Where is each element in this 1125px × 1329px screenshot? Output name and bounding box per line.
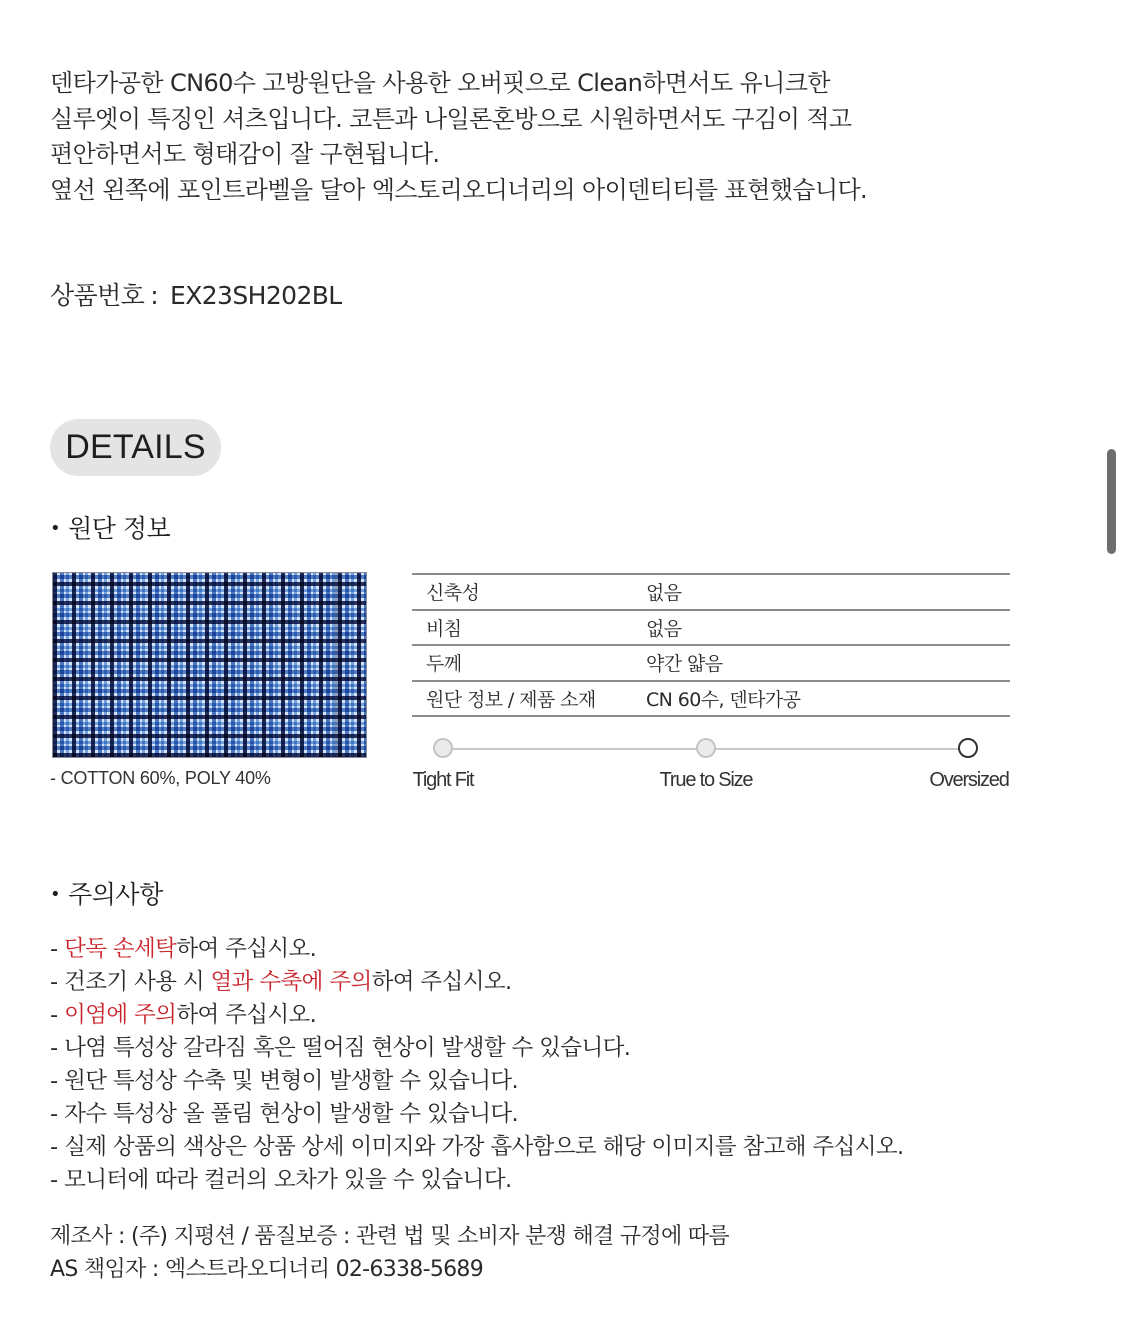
caution-item	[50, 1131, 904, 1164]
caution-item	[50, 1098, 904, 1131]
bullet-icon: •	[50, 518, 61, 539]
caution-item	[50, 933, 904, 966]
dash: -	[50, 1002, 65, 1028]
spec-row	[412, 644, 1010, 680]
product-description	[50, 66, 950, 208]
dash: -	[50, 1035, 65, 1061]
caution-text: 나염 특성상 갈라짐 혹은 떨어짐 현상이 발생할 수 있습니다.	[64, 1035, 631, 1061]
product-code-label: 상품번호	[50, 281, 145, 310]
dash: -	[50, 1134, 65, 1160]
caution-text: 하여 주십시오.	[176, 936, 317, 962]
caution-text: 모니터에 따라 컬러의 오차가 있을 수 있습니다.	[64, 1167, 512, 1193]
dash: -	[50, 1167, 65, 1193]
spec-key: 신축성	[426, 582, 480, 605]
dash: -	[50, 1101, 65, 1127]
caution-item	[50, 1032, 904, 1065]
dash: -	[50, 1068, 65, 1094]
spec-key: 비침	[426, 617, 462, 640]
fit-label-tight: Tight Fit	[412, 769, 474, 791]
caution-text: 원단 특성상 수축 및 변형이 발생할 수 있습니다.	[64, 1068, 519, 1094]
caution-highlight: 이염에 주의	[64, 1002, 177, 1028]
fit-dot-true-to-size-icon	[696, 738, 716, 758]
caution-text: 하여 주십시오.	[371, 969, 512, 995]
caution-text: 하여 주십시오.	[176, 1002, 317, 1028]
spec-value: CN 60수, 덴타가공	[646, 688, 801, 711]
fabric-spec-table	[412, 573, 1010, 717]
details-badge: DETAILS	[50, 419, 221, 476]
fit-dot-oversized-selected-icon	[958, 738, 978, 758]
caution-item	[50, 1065, 904, 1098]
product-code-value: EX23SH202BL	[170, 281, 342, 310]
as-contact-line: AS 책임자 : 엑스트라오디너리 02-6338-5689	[50, 1257, 484, 1282]
fit-label-oversized: Oversized	[929, 769, 1009, 791]
dash: -	[50, 969, 65, 995]
description-line: 옆선 왼쪽에 포인트라벨을 달아 엑스토리오디너리의 아이덴티티를 표현했습니다.	[50, 175, 868, 204]
caution-title: 주의사항	[68, 880, 163, 909]
caution-item	[50, 966, 904, 999]
fabric-info-title: 원단 정보	[68, 514, 171, 543]
dash: -	[50, 936, 65, 962]
spec-value: 없음	[646, 582, 682, 605]
spec-row	[412, 573, 1010, 609]
caution-item	[50, 999, 904, 1032]
caution-highlight: 단독 손세탁	[64, 936, 177, 962]
product-code-separator: :	[150, 281, 159, 310]
caution-text: 자수 특성상 올 풀림 현상이 발생할 수 있습니다.	[64, 1101, 519, 1127]
fabric-swatch-image	[52, 572, 367, 758]
fabric-info-heading	[50, 509, 170, 545]
caution-text: 실제 상품의 색상은 상품 상세 이미지와 가장 흡사함으로 해당 이미지를 참고해 주십시오.	[64, 1134, 904, 1160]
spec-key: 두께	[426, 653, 462, 676]
product-code	[50, 276, 342, 312]
spec-row	[412, 680, 1010, 718]
fabric-composition: - COTTON 60%, POLY 40%	[50, 768, 271, 788]
description-line: 덴타가공한 CN60수 고방원단을 사용한 오버핏으로 Clean하면서도 유니크한	[50, 69, 830, 97]
spec-value: 약간 얇음	[646, 653, 723, 676]
manufacturer-info	[50, 1220, 729, 1286]
spec-value: 없음	[646, 617, 682, 640]
caution-heading	[50, 875, 163, 911]
bullet-icon: •	[50, 884, 61, 905]
fabric-fold	[335, 573, 338, 757]
scrollbar-thumb[interactable]	[1107, 449, 1116, 554]
description-line: 실루엣이 특징인 셔츠입니다. 코튼과 나일론혼방으로 시원하면서도 구김이 적고	[50, 104, 852, 133]
caution-text: 건조기 사용 시	[64, 969, 211, 995]
description-line: 편안하면서도 형태감이 잘 구현됩니다.	[50, 140, 440, 168]
spec-key: 원단 정보 / 제품 소재	[426, 688, 596, 711]
spec-row	[412, 609, 1010, 645]
caution-list	[50, 933, 904, 1197]
caution-highlight: 열과 수축에 주의	[210, 969, 372, 995]
fit-dot-tight-icon	[433, 738, 453, 758]
caution-item	[50, 1164, 904, 1197]
manufacturer-line: 제조사 : (주) 지평션 / 품질보증 : 관련 법 및 소비자 분쟁 해결 규정에 따름	[50, 1224, 729, 1249]
fit-scale	[400, 735, 1020, 805]
fit-label-true-to-size: True to Size	[659, 769, 753, 791]
